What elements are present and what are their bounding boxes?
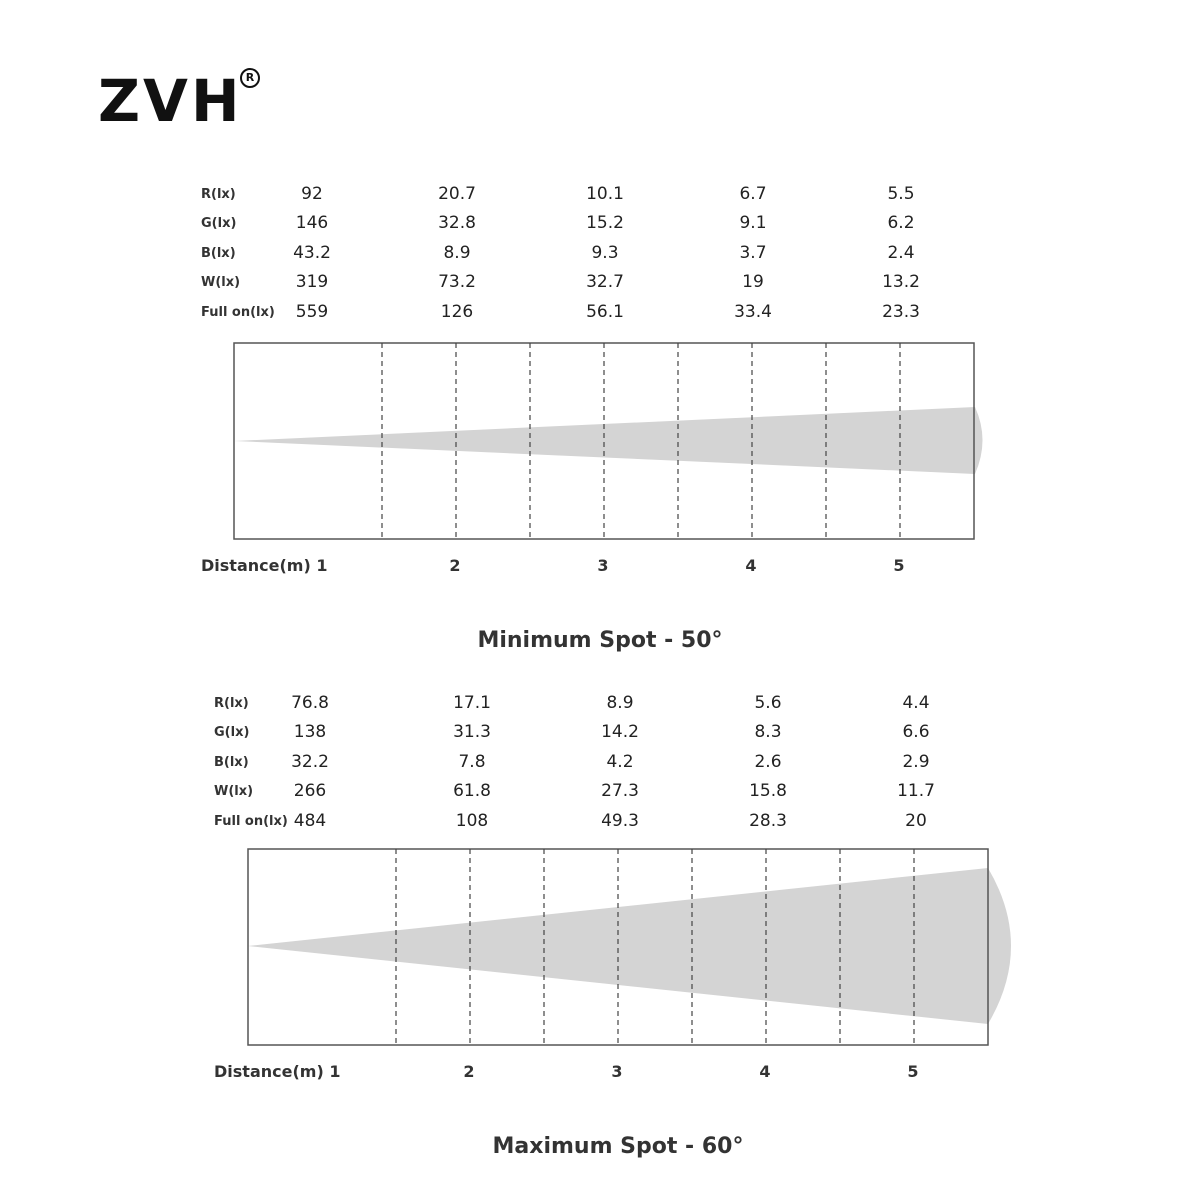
table-cell: 17.1 bbox=[453, 693, 491, 713]
table-cell: 6.2 bbox=[887, 213, 915, 233]
table-cell: 2.6 bbox=[754, 752, 782, 772]
row-label-full-on: Full on(lx) bbox=[214, 814, 288, 829]
table-cell: 6.7 bbox=[739, 184, 767, 204]
table-cell: 32.8 bbox=[438, 213, 476, 233]
table-cell: 2.4 bbox=[887, 243, 915, 263]
table-cell: 76.8 bbox=[291, 693, 329, 713]
table-cell: 9.1 bbox=[739, 213, 767, 233]
table-cell: 73.2 bbox=[438, 272, 476, 292]
distance-tick: 2 bbox=[449, 556, 461, 575]
table-cell: 8.9 bbox=[606, 693, 634, 713]
table-cell: 28.3 bbox=[749, 811, 787, 831]
table-cell: 15.8 bbox=[749, 781, 787, 801]
row-label-w: W(lx) bbox=[201, 275, 241, 290]
row-label-w: W(lx) bbox=[214, 784, 254, 799]
table-cell: 33.4 bbox=[734, 302, 772, 322]
table-cell: 92 bbox=[301, 184, 323, 204]
registered-mark-icon: R bbox=[240, 68, 260, 88]
distance-tick: 5 bbox=[907, 1062, 919, 1081]
table-cell: 266 bbox=[293, 781, 327, 801]
beam-diagram bbox=[230, 340, 1200, 540]
table-cell: 27.3 bbox=[601, 781, 639, 801]
row-label-g: G(lx) bbox=[214, 725, 250, 740]
table-cell: 5.5 bbox=[887, 184, 915, 204]
distance-tick: 2 bbox=[463, 1062, 475, 1081]
table-cell: 559 bbox=[295, 302, 329, 322]
brand-logo: ZVH bbox=[98, 67, 243, 135]
table-cell: 4.4 bbox=[902, 693, 930, 713]
table-cell: 20 bbox=[905, 811, 927, 831]
table-cell: 126 bbox=[440, 302, 474, 322]
table-cell: 31.3 bbox=[453, 722, 491, 742]
table-cell: 15.2 bbox=[586, 213, 624, 233]
table-cell: 6.6 bbox=[902, 722, 930, 742]
distance-tick: 4 bbox=[745, 556, 757, 575]
row-label-full-on: Full on(lx) bbox=[201, 305, 275, 320]
beam-cone bbox=[248, 868, 1011, 1024]
row-label-b: B(lx) bbox=[201, 246, 236, 261]
row-label-r: R(lx) bbox=[201, 187, 236, 202]
table-cell: 108 bbox=[455, 811, 489, 831]
row-label-r: R(lx) bbox=[214, 696, 249, 711]
table-cell: 7.8 bbox=[458, 752, 486, 772]
table-cell: 14.2 bbox=[601, 722, 639, 742]
table-cell: 138 bbox=[293, 722, 327, 742]
table-cell: 146 bbox=[295, 213, 329, 233]
row-label-b: B(lx) bbox=[214, 755, 249, 770]
table-cell: 9.3 bbox=[591, 243, 619, 263]
table-cell: 13.2 bbox=[882, 272, 920, 292]
table-cell: 8.9 bbox=[443, 243, 471, 263]
row-label-g: G(lx) bbox=[201, 216, 237, 231]
table-cell: 32.7 bbox=[586, 272, 624, 292]
table-cell: 2.9 bbox=[902, 752, 930, 772]
table-cell: 49.3 bbox=[601, 811, 639, 831]
table-cell: 8.3 bbox=[754, 722, 782, 742]
table-cell: 19 bbox=[742, 272, 764, 292]
section-caption: Minimum Spot - 50° bbox=[477, 628, 723, 653]
distance-tick: 3 bbox=[611, 1062, 623, 1081]
table-cell: 43.2 bbox=[293, 243, 331, 263]
table-cell: 4.2 bbox=[606, 752, 634, 772]
distance-tick: 5 bbox=[893, 556, 905, 575]
table-cell: 3.7 bbox=[739, 243, 767, 263]
table-cell: 11.7 bbox=[897, 781, 935, 801]
table-cell: 319 bbox=[295, 272, 329, 292]
beam-cone bbox=[234, 407, 983, 474]
distance-tick: 4 bbox=[759, 1062, 771, 1081]
table-cell: 23.3 bbox=[882, 302, 920, 322]
section-caption: Maximum Spot - 60° bbox=[492, 1134, 744, 1159]
distance-axis-label: Distance(m) 1 bbox=[201, 556, 328, 575]
distance-axis-label: Distance(m) 1 bbox=[214, 1062, 341, 1081]
distance-tick: 3 bbox=[597, 556, 609, 575]
beam-diagram bbox=[244, 846, 1200, 1046]
table-cell: 484 bbox=[293, 811, 327, 831]
table-cell: 20.7 bbox=[438, 184, 476, 204]
table-cell: 32.2 bbox=[291, 752, 329, 772]
table-cell: 61.8 bbox=[453, 781, 491, 801]
table-cell: 5.6 bbox=[754, 693, 782, 713]
table-cell: 56.1 bbox=[586, 302, 624, 322]
table-cell: 10.1 bbox=[586, 184, 624, 204]
